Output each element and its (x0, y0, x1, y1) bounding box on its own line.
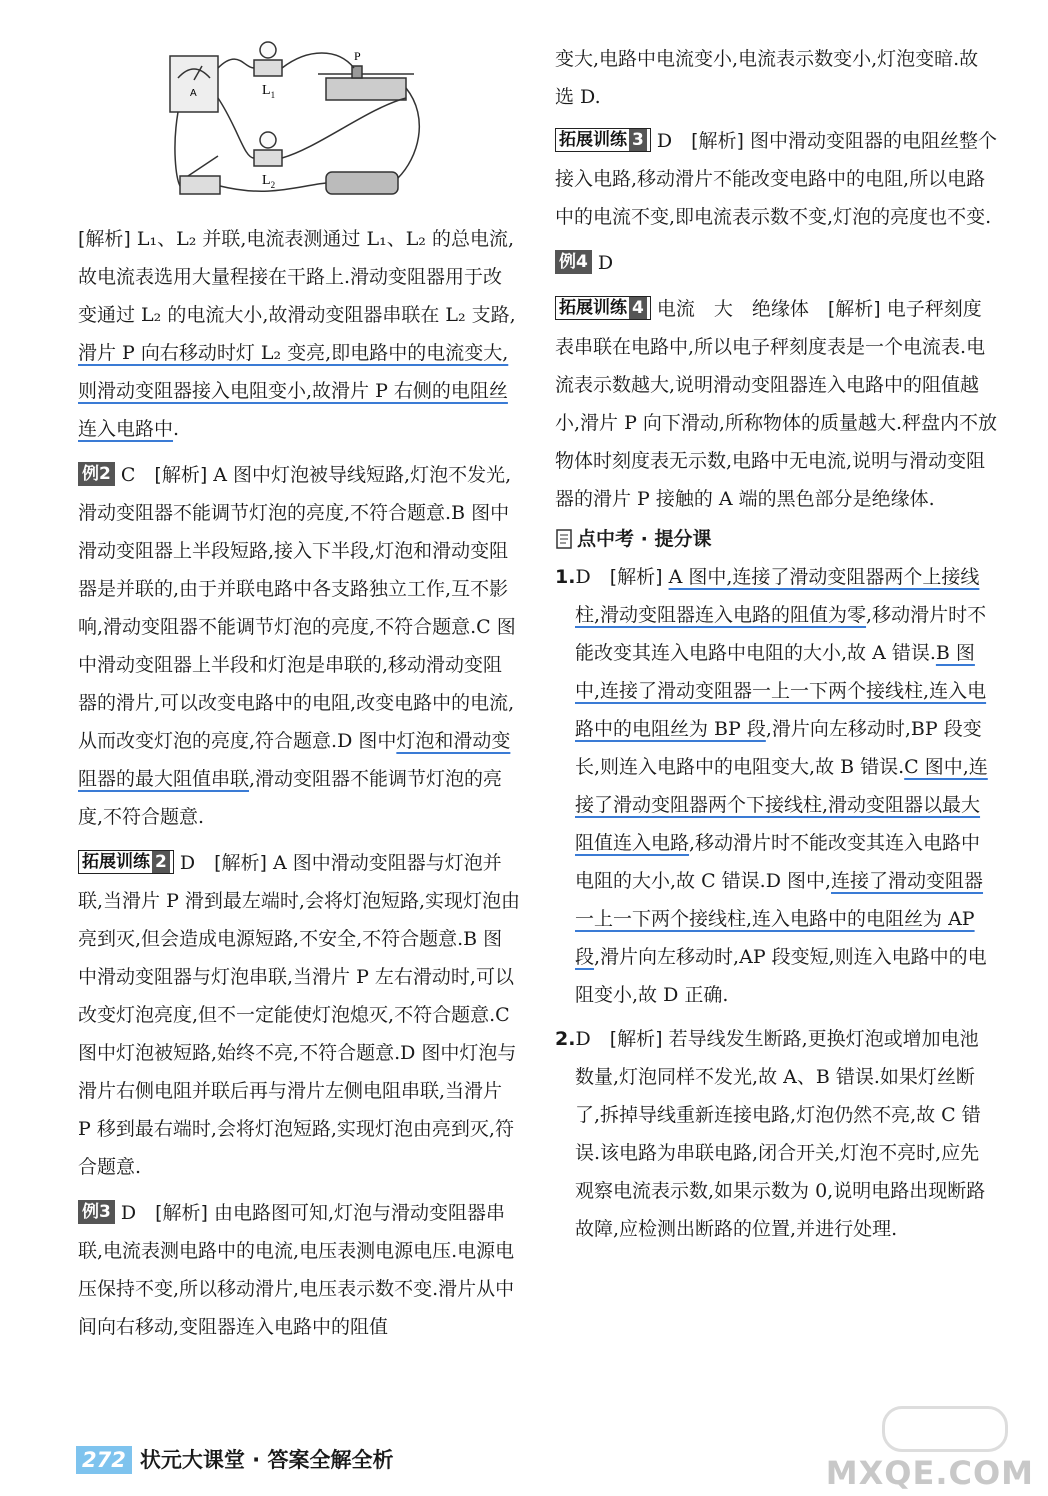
extension-training-4: 拓展训练 4 电流 大 绝缘体 [解析] 电子秤刻度表串联在电路中,所以电子秤刻度表是一个电流表.电流表示数越大,说明滑动变阻器连入电路中的阻值越小,滑片 P 向下滑动,所称物体的质量越大.秤盘内不放物体时刻度表无示数,电路中无电流,说明与滑动变阻器的滑片 P 接触的 A 端的黑色部分是绝缘体. (555, 298, 997, 510)
watermark: MXQE.COM (825, 1454, 1034, 1492)
example-3-continued: 变大,电路中电流变小,电流表示数变小,灯泡变暗.故选 D. (555, 48, 979, 108)
extension-badge: 拓展训练 3 (555, 128, 651, 152)
example-4: 例4 D (555, 244, 997, 282)
circuit-diagram (168, 38, 438, 208)
book-title: 状元大课堂 · 答案全解全析 (139, 1448, 394, 1472)
label-l2: $L_2$ (262, 173, 276, 190)
label-l1: $L_1$ (262, 83, 276, 100)
extension-badge: 拓展训练 2 (78, 850, 174, 874)
watermark-badge (882, 1406, 1008, 1452)
extension-badge: 拓展训练 4 (555, 296, 651, 320)
page-number: 272 (76, 1446, 132, 1474)
example-3: 例3 D [解析] 由电路图可知,灯泡与滑动变阻器串联,电流表测电路中的电流,电压表测电源电压.电源电压保持不变,所以移动滑片,电压表示数不变.滑片从中间向右移动,变阻器连入电路中的阻值 (78, 1202, 515, 1338)
notebook-icon (555, 529, 573, 549)
question-2: 2.D [解析] 若导线发生断路,更换灯泡或增加电池数量,灯泡同样不发光,故 A、B 错误.如果灯丝断了,拆掉导线重新连接电路,灯泡仍然不亮,故 C 错误.该电路为串联电路,闭合开关,灯泡不亮时,应先观察电流表示数,如果示数为 0,说明电路出现断路故障,应检测出断路的位置,并进行处理. (555, 1028, 986, 1240)
right-column (555, 40, 997, 1248)
question-1: 1.D [解析] A 图中,连接了滑动变阻器两个上接线柱,滑动变阻器连入电路的阻值为零,移动滑片时不能改变其连入电路中电阻的大小,故 A 错误.B 图中,连接了滑动变阻器一上一下两个接线柱,连入电路中的电阻丝为 BP 段,滑片向左移动时,BP 段变长,则连入电路中的电阻变大,故 B 错误.C 图中,连接了滑动变阻器两个下接线柱,滑动变阻器以最大阻值连入电路,移动滑片时不能改变其连入电路中电阻的大小,故 C 错误.D 图中,连接了滑动变阻器一上一下两个接线柱,连入电路中的电阻丝为 AP 段,滑片向左移动时,AP 段变短,则连入电路中的电阻变小,故 D 正确. (555, 566, 988, 1006)
analysis-tag: [解析] (78, 228, 131, 250)
page-footer (76, 1444, 393, 1474)
extension-training-3: 拓展训练 3 D [解析] 图中滑动变阻器的电阻丝整个接入电路,移动滑片不能改变电路中的电阻,所以电路中的电流不变,即电流表示数不变,灯泡的亮度也不变. (555, 130, 997, 228)
analysis-paragraph-1: [解析] L₁、L₂ 并联,电流表测通过 L₁、L₂ 的总电流,故电流表选用大量程接在干路上.滑动变阻器用于改变通过 L₂ 的电流大小,故滑动变阻器串联在 L₂ 支路,滑片 P 向右移动时灯 L₂ 变亮,即电路中的电流变大,则滑动变阻器接入电阻变小,故滑片 P 右侧的电阻丝连入电路中. (78, 228, 516, 440)
label-p: P (354, 49, 361, 63)
example-badge: 例2 (78, 462, 115, 486)
left-column (78, 0, 520, 1346)
extension-training-2: 拓展训练 2 D [解析] A 图中滑动变阻器与灯泡并联,当滑片 P 滑到最左端时,会将灯泡短路,实现灯泡由亮到灭,但会造成电源短路,不安全,不符合题意.B 图中滑动变阻器与灯泡串联,当滑片 P 左右滑动时,可以改变灯泡亮度,但不一定能使灯泡熄灭,不符合题意.C 图中灯泡被短路,始终不亮,不符合题意.D 图中灯泡与滑片右侧电阻并联后再与滑片左侧电阻串联,当滑片 P 移到最右端时,会将灯泡短路,实现灯泡由亮到灭,符合题意. (78, 852, 520, 1178)
example-2: 例2 C [解析] A 图中灯泡被导线短路,灯泡不发光,滑动变阻器不能调节灯泡的亮度,不符合题意.B 图中滑动变阻器上半段短路,接入下半段,灯泡和滑动变阻器是并联的,由于并联电路中各支路独立工作,互不影响,滑动变阻器不能调节灯泡的亮度,不符合题意.C 图中滑动变阻器上半段和灯泡是串联的,移动滑动变阻器的滑片,可以改变电路中的电阻,改变电路中的电流,从而改变灯泡的亮度,符合题意.D 图中灯泡和滑动变阻器的最大阻值串联,滑动变阻器不能调节灯泡的亮度,不符合题意. (78, 464, 516, 828)
label-a: A (190, 88, 197, 99)
example-badge: 例3 (78, 1200, 115, 1224)
section-heading: 点中考 · 提分课 (555, 524, 997, 554)
example-badge: 例4 (555, 250, 592, 274)
